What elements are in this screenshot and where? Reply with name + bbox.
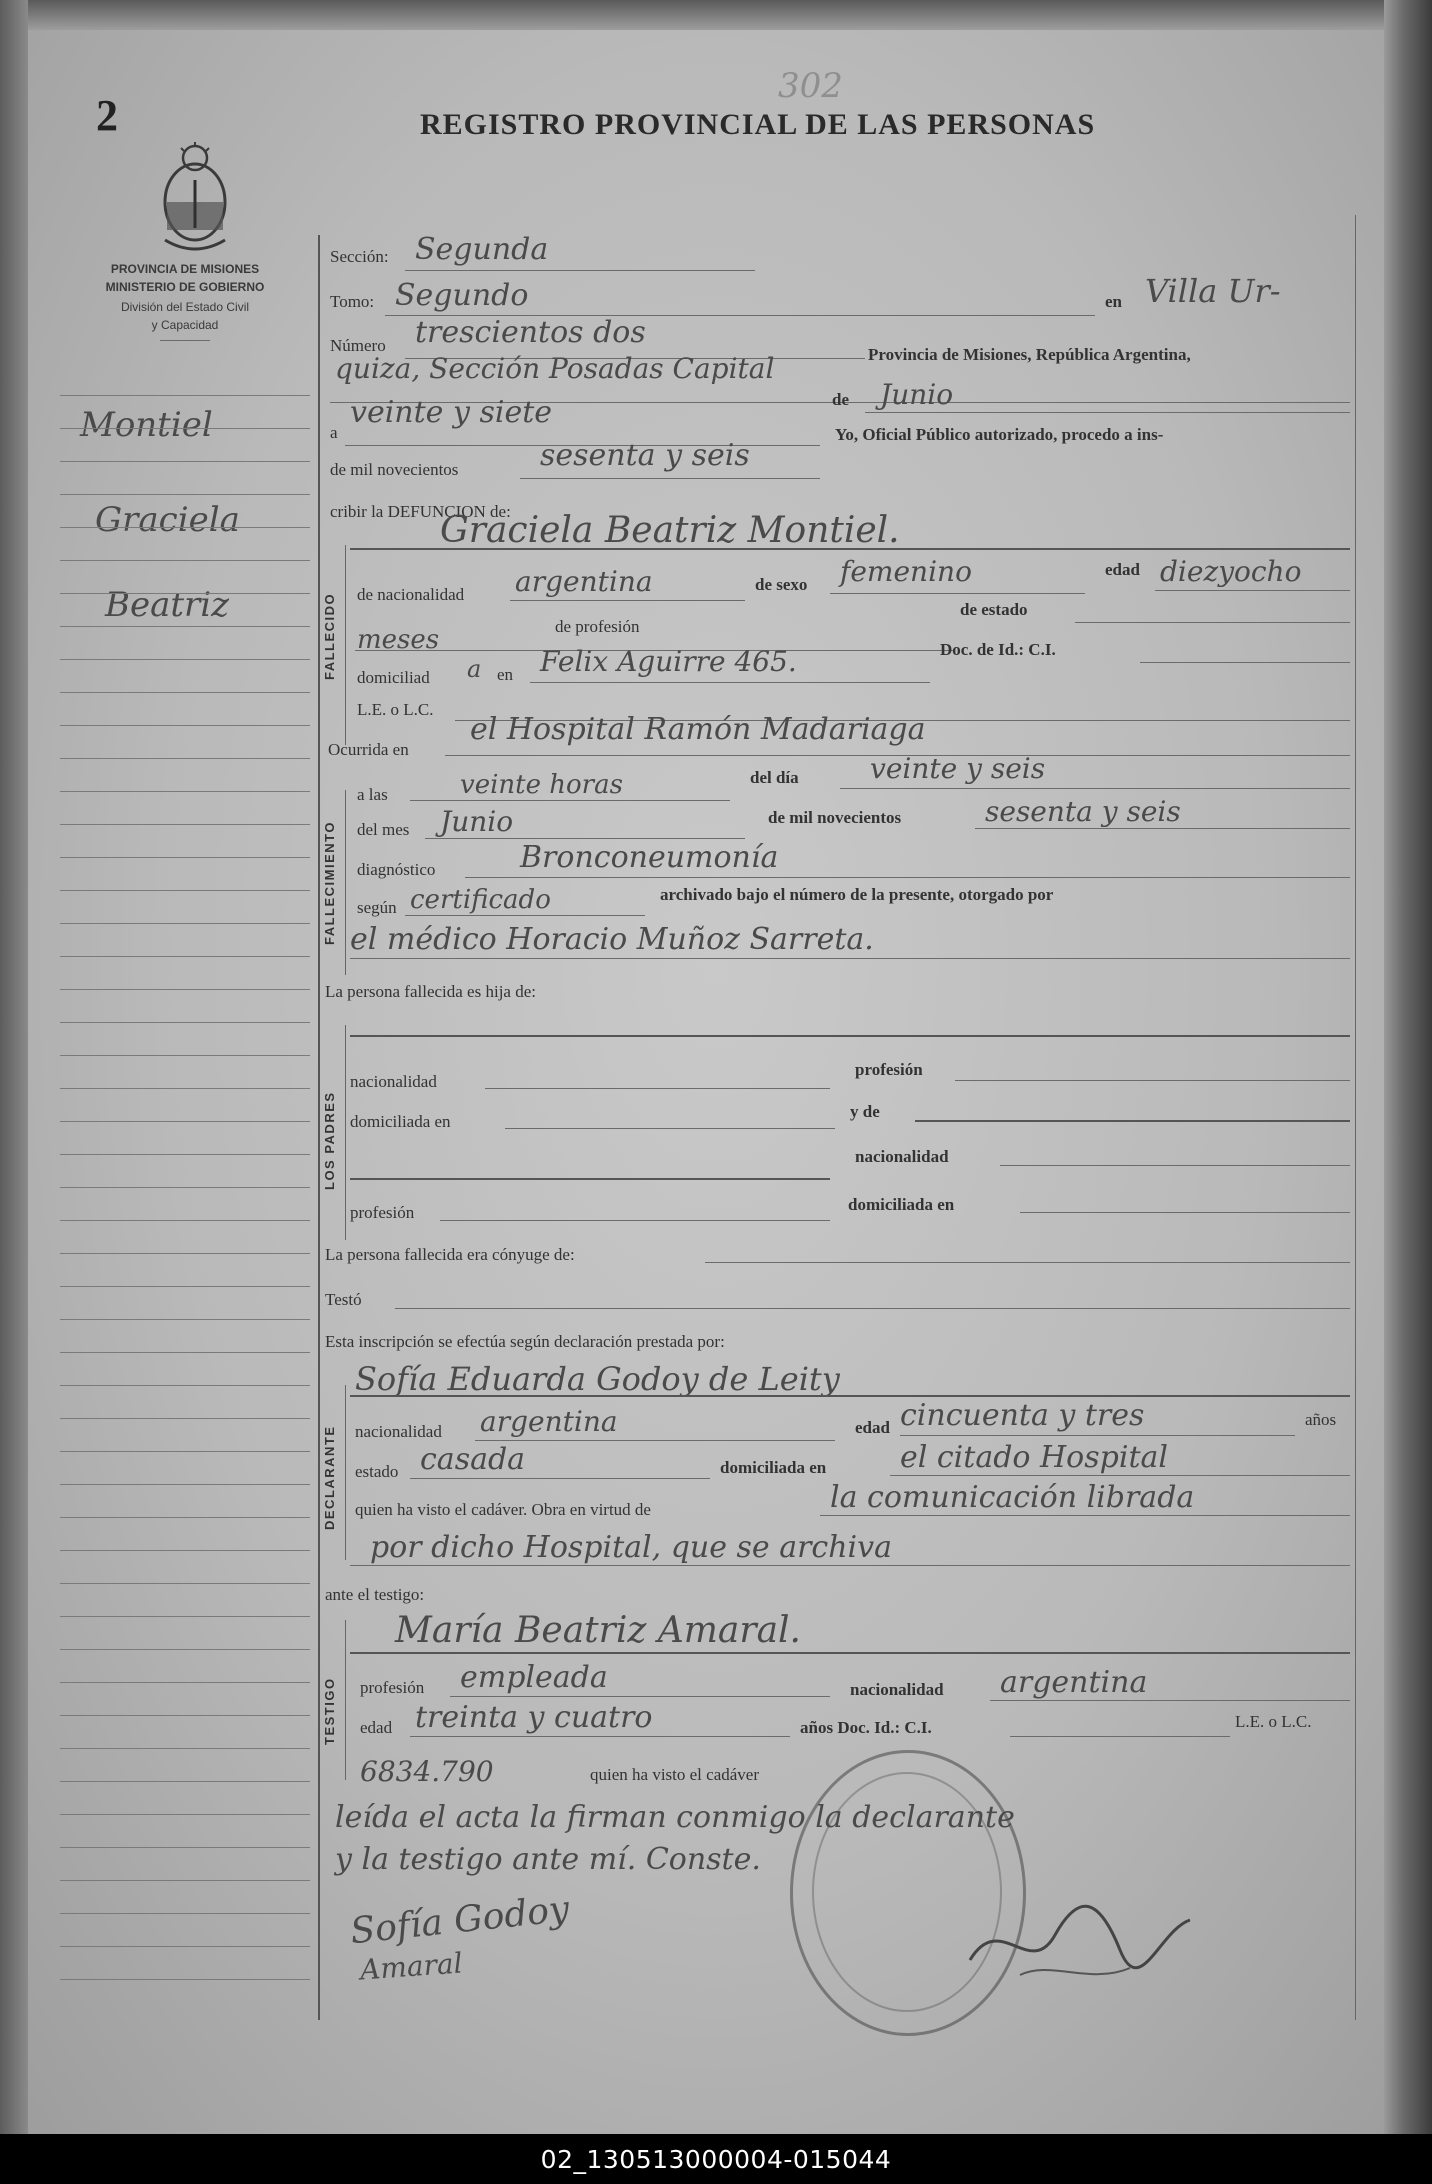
label-del-dia: del día — [750, 768, 799, 787]
value-testigo-edad: treinta y cuatro — [415, 1700, 653, 1735]
file-id-footer: 02_130513000004-015044 — [0, 2134, 1432, 2184]
side-label-testigo: TESTIGO — [322, 1677, 337, 1745]
margin-ruled-line — [60, 527, 310, 528]
label-a: a — [330, 423, 338, 442]
margin-first-name: Graciela — [95, 500, 240, 540]
official-signature-mark — [960, 1890, 1200, 2000]
label-hija-de: La persona fallecida es hija de: — [325, 982, 536, 1001]
rule-testigo — [350, 1652, 1350, 1654]
value-declarante-domicilio: el citado Hospital — [900, 1440, 1168, 1475]
label-declarante-anos: años — [1305, 1410, 1337, 1429]
rule-padre — [350, 1035, 1350, 1037]
label-cribir-defuncion: cribir la DEFUNCION de: — [330, 502, 511, 521]
margin-ruled-line — [60, 1484, 310, 1485]
agency-capacity: y Capacidad — [151, 318, 219, 332]
margin-ruled-line — [60, 1814, 310, 1815]
margin-ruled-line — [60, 1451, 310, 1452]
margin-ruled-line — [60, 1286, 310, 1287]
label-testo: Testó — [325, 1290, 362, 1309]
value-dia-fallec: veinte y seis — [870, 752, 1046, 785]
value-tomo: Segundo — [395, 278, 529, 313]
binding-edge — [0, 0, 28, 2134]
margin-second-name: Beatriz — [105, 585, 230, 625]
value-testigo-doc: 6834.790 — [360, 1755, 494, 1788]
value-declarante-estado: casada — [420, 1442, 526, 1477]
label-testigo-cadaver: quien ha visto el cadáver — [590, 1765, 759, 1784]
signature-testigo: Amaral — [358, 1946, 464, 1987]
value-sexo: femenino — [840, 555, 972, 588]
rule-madre-domicilio — [1020, 1212, 1350, 1213]
label-madre-domiciliada: domiciliada en — [848, 1195, 955, 1214]
rule-declarante-nacionalidad — [475, 1440, 835, 1441]
margin-ruled-line — [60, 890, 310, 891]
label-ocurrida-en: Ocurrida en — [328, 740, 409, 759]
label-padre-profesion: profesión — [855, 1060, 923, 1079]
value-testigo-nacionalidad: argentina — [1000, 1665, 1148, 1700]
label-numero: Número — [330, 336, 386, 355]
side-label-declarante: DECLARANTE — [322, 1425, 337, 1530]
rule-testigo-profesion — [450, 1696, 830, 1697]
margin-ruled-line — [60, 428, 310, 429]
margin-ruled-line — [60, 758, 310, 759]
rule-padre-domicilio — [505, 1128, 835, 1129]
rule-testigo-nacionalidad — [990, 1700, 1350, 1701]
margin-surname: Montiel — [80, 405, 213, 445]
label-de-mil-novecientos: de mil novecientos — [330, 460, 459, 479]
label-padre-domiciliada: domiciliada en — [350, 1112, 451, 1131]
margin-ruled-line — [60, 461, 310, 462]
label-edad: edad — [1105, 560, 1140, 579]
rule-edad — [1155, 590, 1350, 591]
label-segun: según — [357, 898, 397, 917]
value-hora: veinte horas — [460, 770, 623, 800]
rule-declarante-edad — [900, 1435, 1295, 1436]
form-right-border — [1355, 215, 1356, 2020]
rule-conyuge — [705, 1262, 1350, 1263]
rule-medico — [350, 958, 1350, 959]
label-provincia: Provincia de Misiones, República Argentina, — [868, 345, 1191, 364]
margin-ruled-line — [60, 692, 310, 693]
label-de-mil-novecientos-fallec: de mil novecientos — [768, 808, 902, 827]
label-archivado: archivado bajo el número de la presente, otorgado por — [660, 885, 1054, 904]
rule-anio-fallec — [975, 828, 1350, 829]
rule-dia-fallec — [840, 788, 1350, 789]
label-en: en — [1105, 292, 1122, 311]
label-le-lc: L.E. o L.C. — [357, 700, 434, 719]
value-testigo-profesion: empleada — [460, 1660, 608, 1695]
label-y-de: y de — [850, 1102, 880, 1121]
page-right-edge — [1384, 0, 1432, 2134]
label-a-las: a las — [357, 785, 388, 804]
label-declarante-nacionalidad: nacionalidad — [355, 1422, 442, 1441]
rule-sexo — [830, 593, 1085, 594]
page-top-edge — [0, 0, 1432, 30]
rule-testo — [395, 1308, 1350, 1309]
value-declarante: Sofía Eduarda Godoy de Leity — [355, 1360, 840, 1398]
label-cadaver-obra: quien ha visto el cadáver. Obra en virtud de — [355, 1500, 651, 1519]
label-de-sexo: de sexo — [755, 575, 808, 594]
rule-testigo-doc — [1010, 1736, 1230, 1737]
margin-ruled-line — [60, 1385, 310, 1386]
label-testigo-anos-doc: años Doc. Id.: C.I. — [800, 1718, 932, 1737]
margin-ruled-line — [60, 1154, 310, 1155]
margin-ruled-line — [60, 725, 310, 726]
rule-hora — [410, 800, 730, 801]
side-label-los-padres: LOS PADRES — [322, 1091, 337, 1190]
label-padre-nacionalidad: nacionalidad — [350, 1072, 437, 1091]
margin-ruled-line — [60, 395, 310, 396]
pencil-folio-number: 302 — [778, 66, 843, 106]
value-edad: diezyocho — [1160, 555, 1302, 588]
margin-ruled-line — [60, 1682, 310, 1683]
label-conyuge: La persona fallecida era cónyuge de: — [325, 1245, 575, 1264]
margin-ruled-line — [60, 1187, 310, 1188]
margin-ruled-line — [60, 791, 310, 792]
agency-ministry: MINISTERIO DE GOBIERNO — [105, 280, 265, 294]
agency-province: PROVINCIA DE MISIONES — [110, 262, 260, 276]
rule-mes — [865, 412, 1350, 413]
label-oficial: Yo, Oficial Público autorizado, procedo a ins- — [835, 425, 1164, 444]
margin-ruled-line — [60, 1121, 310, 1122]
document-title: REGISTRO PROVINCIAL DE LAS PERSONAS — [420, 108, 1096, 141]
value-obra-cont: por dicho Hospital, que se archiva — [370, 1530, 892, 1565]
rule-madre-nombre — [350, 1178, 830, 1180]
form-left-border — [318, 235, 320, 2020]
margin-ruled-line — [60, 659, 310, 660]
rule-padre-profesion — [955, 1080, 1350, 1081]
value-nombre-fallecida: Graciela Beatriz Montiel. — [440, 510, 900, 551]
margin-ruled-line — [60, 1583, 310, 1584]
fallecido-group-bracket — [345, 545, 346, 745]
value-domicilio: Felix Aguirre 465. — [540, 645, 797, 678]
value-lectura-cont: y la testigo ante mí. Conste. — [335, 1842, 761, 1877]
margin-ruled-line — [60, 1748, 310, 1749]
rule-estado — [1075, 622, 1350, 623]
testigo-group-bracket — [345, 1620, 346, 1780]
margin-ruled-line — [60, 560, 310, 561]
rule-doc-id — [1140, 662, 1350, 663]
value-anio-fallec: sesenta y seis — [985, 795, 1181, 828]
side-label-fallecido: FALLECIDO — [322, 592, 337, 680]
margin-ruled-line — [60, 1715, 310, 1716]
value-anio: sesenta y seis — [540, 438, 750, 473]
label-en-domicilio: en — [497, 665, 514, 684]
fallecimiento-group-bracket — [345, 790, 346, 975]
label-de-mes: de — [832, 390, 849, 409]
label-testigo-le-lc: L.E. o L.C. — [1235, 1712, 1312, 1731]
value-mes: Junio — [880, 378, 954, 411]
margin-ruled-line — [60, 1022, 310, 1023]
rule-anio — [520, 478, 820, 479]
rule-declarante — [350, 1395, 1350, 1397]
page-number: 2 — [96, 91, 118, 140]
value-testigo: María Beatriz Amaral. — [395, 1610, 802, 1651]
value-segun: certificado — [410, 885, 551, 915]
value-domiciliad-suffix: a — [467, 655, 482, 683]
rule-domicilio — [530, 682, 930, 683]
label-tomo: Tomo: — [330, 292, 375, 311]
margin-ruled-line — [60, 923, 310, 924]
margin-ruled-line — [60, 1979, 310, 1980]
rule-testigo-edad — [410, 1736, 790, 1737]
rule-madre — [915, 1120, 1350, 1122]
margin-ruled-line — [60, 1781, 310, 1782]
rule-declarante-estado — [410, 1478, 710, 1479]
rule-seccion — [405, 270, 755, 271]
value-obra: la comunicación librada — [830, 1480, 1195, 1515]
margin-ruled-line — [60, 1517, 310, 1518]
value-medico: el médico Horacio Muñoz Sarreta. — [350, 922, 874, 957]
margin-ruled-line — [60, 1220, 310, 1221]
margin-ruled-line — [60, 1550, 310, 1551]
margin-ruled-line — [60, 956, 310, 957]
rule-nombre — [350, 548, 1350, 550]
label-madre-nacionalidad: nacionalidad — [855, 1147, 949, 1166]
label-testigo-nacionalidad: nacionalidad — [850, 1680, 944, 1699]
label-testigo-edad: edad — [360, 1718, 393, 1737]
agency-division: División del Estado Civil — [120, 300, 250, 314]
value-declarante-nacionalidad: argentina — [480, 1405, 618, 1438]
label-doc-id: Doc. de Id.: C.I. — [940, 640, 1056, 659]
margin-ruled-line — [60, 1253, 310, 1254]
margin-ruled-line — [60, 857, 310, 858]
margin-ruled-line — [60, 1946, 310, 1947]
rule-declarante-domicilio — [890, 1475, 1350, 1476]
rule-obra-cont — [350, 1565, 1350, 1566]
padres-group-bracket — [345, 1025, 346, 1240]
value-lectura: leída el acta la firman conmigo la declarante — [335, 1800, 1015, 1835]
label-testigo-profesion: profesión — [360, 1678, 425, 1697]
label-de-profesion: de profesión — [555, 617, 640, 636]
rule-madre-nacionalidad — [1000, 1165, 1350, 1166]
label-declaracion: Esta inscripción se efectúa según declaración prestada por: — [325, 1332, 725, 1351]
value-numero: trescientos dos — [415, 315, 646, 350]
declarante-group-bracket — [345, 1385, 346, 1560]
rule-diagnostico — [465, 877, 1350, 878]
label-madre-profesion: profesión — [350, 1203, 415, 1222]
value-ocurrida-en: el Hospital Ramón Madariaga — [470, 712, 926, 747]
rule-nacionalidad — [510, 600, 745, 601]
margin-ruled-line — [60, 494, 310, 495]
value-nacionalidad: argentina — [515, 565, 653, 598]
rule-segun — [405, 915, 645, 916]
margin-ruled-line — [60, 1847, 310, 1848]
label-ante-testigo: ante el testigo: — [325, 1585, 425, 1604]
label-diagnostico: diagnóstico — [357, 860, 436, 879]
rule-madre-profesion — [440, 1220, 830, 1221]
margin-ruled-line — [60, 1880, 310, 1881]
value-declarante-edad: cincuenta y tres — [900, 1398, 1145, 1433]
rule-obra — [820, 1515, 1350, 1516]
margin-ruled-line — [60, 1418, 310, 1419]
value-diagnostico: Bronconeumonía — [520, 840, 779, 875]
label-declarante-domiciliada: domiciliada en — [720, 1458, 827, 1477]
label-declarante-estado: estado — [355, 1462, 399, 1481]
value-dia: veinte y siete — [350, 395, 553, 430]
margin-ruled-line — [60, 626, 310, 627]
margin-ruled-line — [60, 989, 310, 990]
margin-ruled-line — [60, 1649, 310, 1650]
value-edad-cont: meses — [357, 625, 440, 655]
label-domiciliad: domiciliad — [357, 668, 430, 687]
label-del-mes: del mes — [357, 820, 410, 839]
label-nacionalidad: de nacionalidad — [357, 585, 465, 604]
coat-of-arms-icon — [150, 140, 240, 255]
agency-underline — [160, 340, 210, 341]
label-seccion: Sección: — [330, 247, 389, 266]
margin-ruled-line — [60, 1088, 310, 1089]
margin-ruled-line — [60, 593, 310, 594]
margin-ruled-line — [60, 1319, 310, 1320]
value-quiza-seccion: quiza, Sección Posadas Capital — [335, 352, 775, 385]
margin-ruled-line — [60, 1616, 310, 1617]
value-seccion: Segunda — [415, 232, 549, 267]
margin-ruled-line — [60, 824, 310, 825]
margin-ruled-line — [60, 1352, 310, 1353]
rule-mes-fallec — [425, 838, 745, 839]
signature-declarante: Sofía Godoy — [348, 1888, 572, 1953]
margin-ruled-line — [60, 1055, 310, 1056]
rule-padre-nacionalidad — [485, 1088, 830, 1089]
label-declarante-edad: edad — [855, 1418, 890, 1437]
side-label-fallecimiento: FALLECIMIENTO — [322, 821, 337, 945]
label-de-estado: de estado — [960, 600, 1028, 619]
margin-ruled-line — [60, 1913, 310, 1914]
value-en-lugar: Villa Ur- — [1145, 272, 1281, 310]
value-mes-fallec: Junio — [440, 805, 514, 838]
